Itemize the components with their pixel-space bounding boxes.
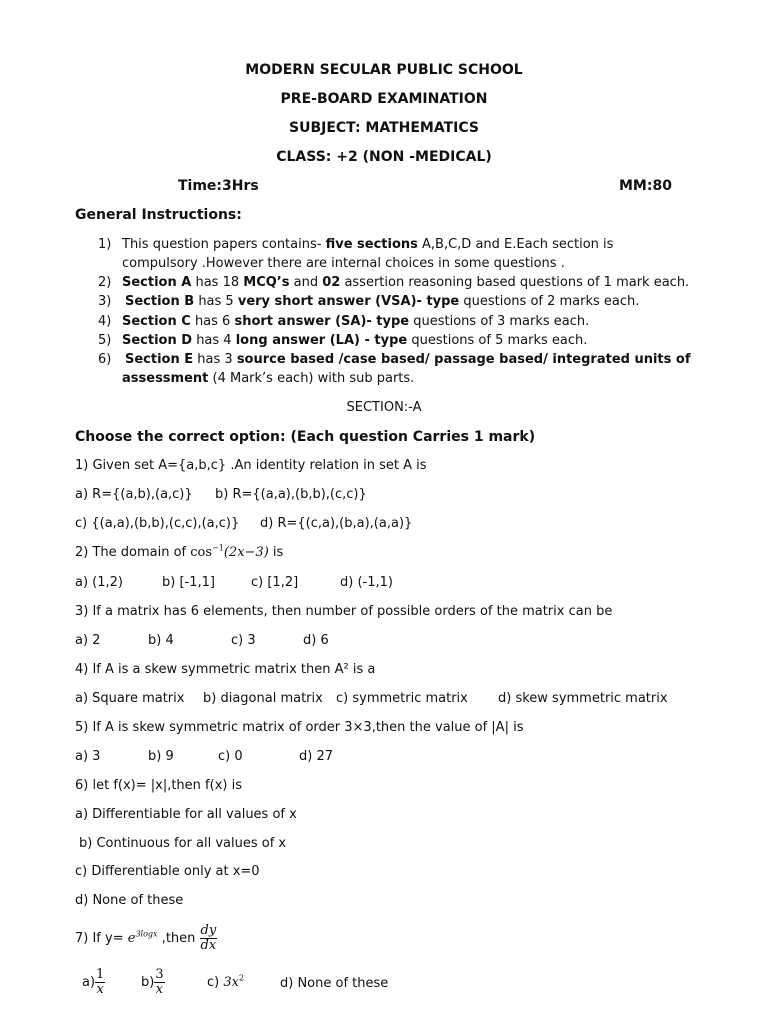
class-line: CLASS: +2 (NON -MEDICAL) xyxy=(276,149,492,165)
question-5: 5) If A is skew symmetric matrix of order 3×3,then the value of |A| is xyxy=(75,720,524,735)
q7-option-c: c) $3x^2$ xyxy=(207,973,245,990)
q1-option-a: a) R={(a,b),(a,c)} xyxy=(75,487,193,502)
time-label: Time:3Hrs xyxy=(178,178,259,194)
instruction-number: 3) xyxy=(98,294,112,309)
q3-option-d: d) 6 xyxy=(303,633,329,648)
exam-title: PRE-BOARD EXAMINATION xyxy=(280,91,488,107)
q5-option-b: b) 9 xyxy=(148,749,174,764)
q4-option-a: a) Square matrix xyxy=(75,691,185,706)
instruction-item-1: This question papers contains- five sections A,B,C,D and E.Each section is xyxy=(122,237,614,252)
school-name: MODERN SECULAR PUBLIC SCHOOL xyxy=(245,62,523,78)
instruction-number: 2) xyxy=(98,275,112,290)
instruction-number: 5) xyxy=(98,333,112,348)
instruction-item-6-cont: assessment (4 Mark’s each) with sub parts. xyxy=(122,371,415,386)
q2-option-d: d) (-1,1) xyxy=(340,575,393,590)
q3-option-c: c) 3 xyxy=(231,633,256,648)
max-marks: MM:80 xyxy=(619,178,672,194)
instruction-item-5: Section D has 4 long answer (LA) - type questions of 5 marks each. xyxy=(122,333,588,348)
q7-option-b: b) $\frac{3}{x}$ xyxy=(141,967,164,997)
q2-option-a: a) (1,2) xyxy=(75,575,123,590)
q1-option-b: b) R={(a,a),(b,b),(c,c)} xyxy=(215,487,367,502)
q5-option-c: c) 0 xyxy=(218,749,243,764)
instruction-item-4: Section C has 6 short answer (SA)- type questions of 3 marks each. xyxy=(122,314,590,329)
instruction-item-2: Section A has 18 MCQ’s and 02 assertion reasoning based questions of 1 mark each. xyxy=(122,275,690,290)
question-2: 2) The domain of $\cos^{-1}(2x-3)$ is xyxy=(75,543,284,560)
q6-option-b: b) Continuous for all values of x xyxy=(79,836,287,851)
subject-line: SUBJECT: MATHEMATICS xyxy=(289,120,479,136)
q6-option-c: c) Differentiable only at x=0 xyxy=(75,864,260,879)
q5-option-d: d) 27 xyxy=(299,749,333,764)
q6-option-a: a) Differentiable for all values of x xyxy=(75,807,297,822)
q3-option-b: b) 4 xyxy=(148,633,174,648)
instruction-item-3: Section B has 5 very short answer (VSA)- type questions of 2 marks each. xyxy=(125,294,640,309)
instruction-item-6: Section E has 3 source based /case based/ passage based/ integrated units of xyxy=(125,352,691,367)
instruction-number: 6) xyxy=(98,352,112,367)
section-title: SECTION:-A xyxy=(346,400,422,415)
instruction-item-1-cont: compulsory .However there are internal choices in some questions . xyxy=(122,256,565,271)
q5-option-a: a) 3 xyxy=(75,749,101,764)
instruction-number: 1) xyxy=(98,237,112,252)
section-directive: Choose the correct option: (Each question Carries 1 mark) xyxy=(75,429,536,445)
instructions-heading: General Instructions: xyxy=(75,207,242,223)
q1-option-c: c) {(a,a),(b,b),(c,c),(a,c)} xyxy=(75,516,240,531)
q7-option-d: d) None of these xyxy=(280,976,389,991)
q7-option-a: a) $\frac{1}{x}$ xyxy=(82,967,105,997)
q4-option-b: b) diagonal matrix xyxy=(203,691,323,706)
instruction-number: 4) xyxy=(98,314,112,329)
dy-dx-fraction: $\frac{dy}{dx}$ xyxy=(200,923,217,953)
q4-option-d: d) skew symmetric matrix xyxy=(498,691,668,706)
q2-option-c: c) [1,2] xyxy=(251,575,299,590)
question-6: 6) let f(x)= |x|,then f(x) is xyxy=(75,778,242,793)
q2-option-b: b) [-1,1] xyxy=(162,575,215,590)
q3-option-a: a) 2 xyxy=(75,633,101,648)
question-3: 3) If a matrix has 6 elements, then number of possible orders of the matrix can be xyxy=(75,604,613,619)
question-7: 7) If $y= e^{3logx}$ ,then $\frac{dy}{dx}$ xyxy=(75,923,217,953)
question-4: 4) If A is a skew symmetric matrix then A² is a xyxy=(75,662,376,677)
q4-option-c: c) symmetric matrix xyxy=(336,691,468,706)
q6-option-d: d) None of these xyxy=(75,893,184,908)
q1-option-d: d) R={(c,a),(b,a),(a,a)} xyxy=(260,516,413,531)
question-1: 1) Given set A={a,b,c} .An identity relation in set A is xyxy=(75,458,427,473)
